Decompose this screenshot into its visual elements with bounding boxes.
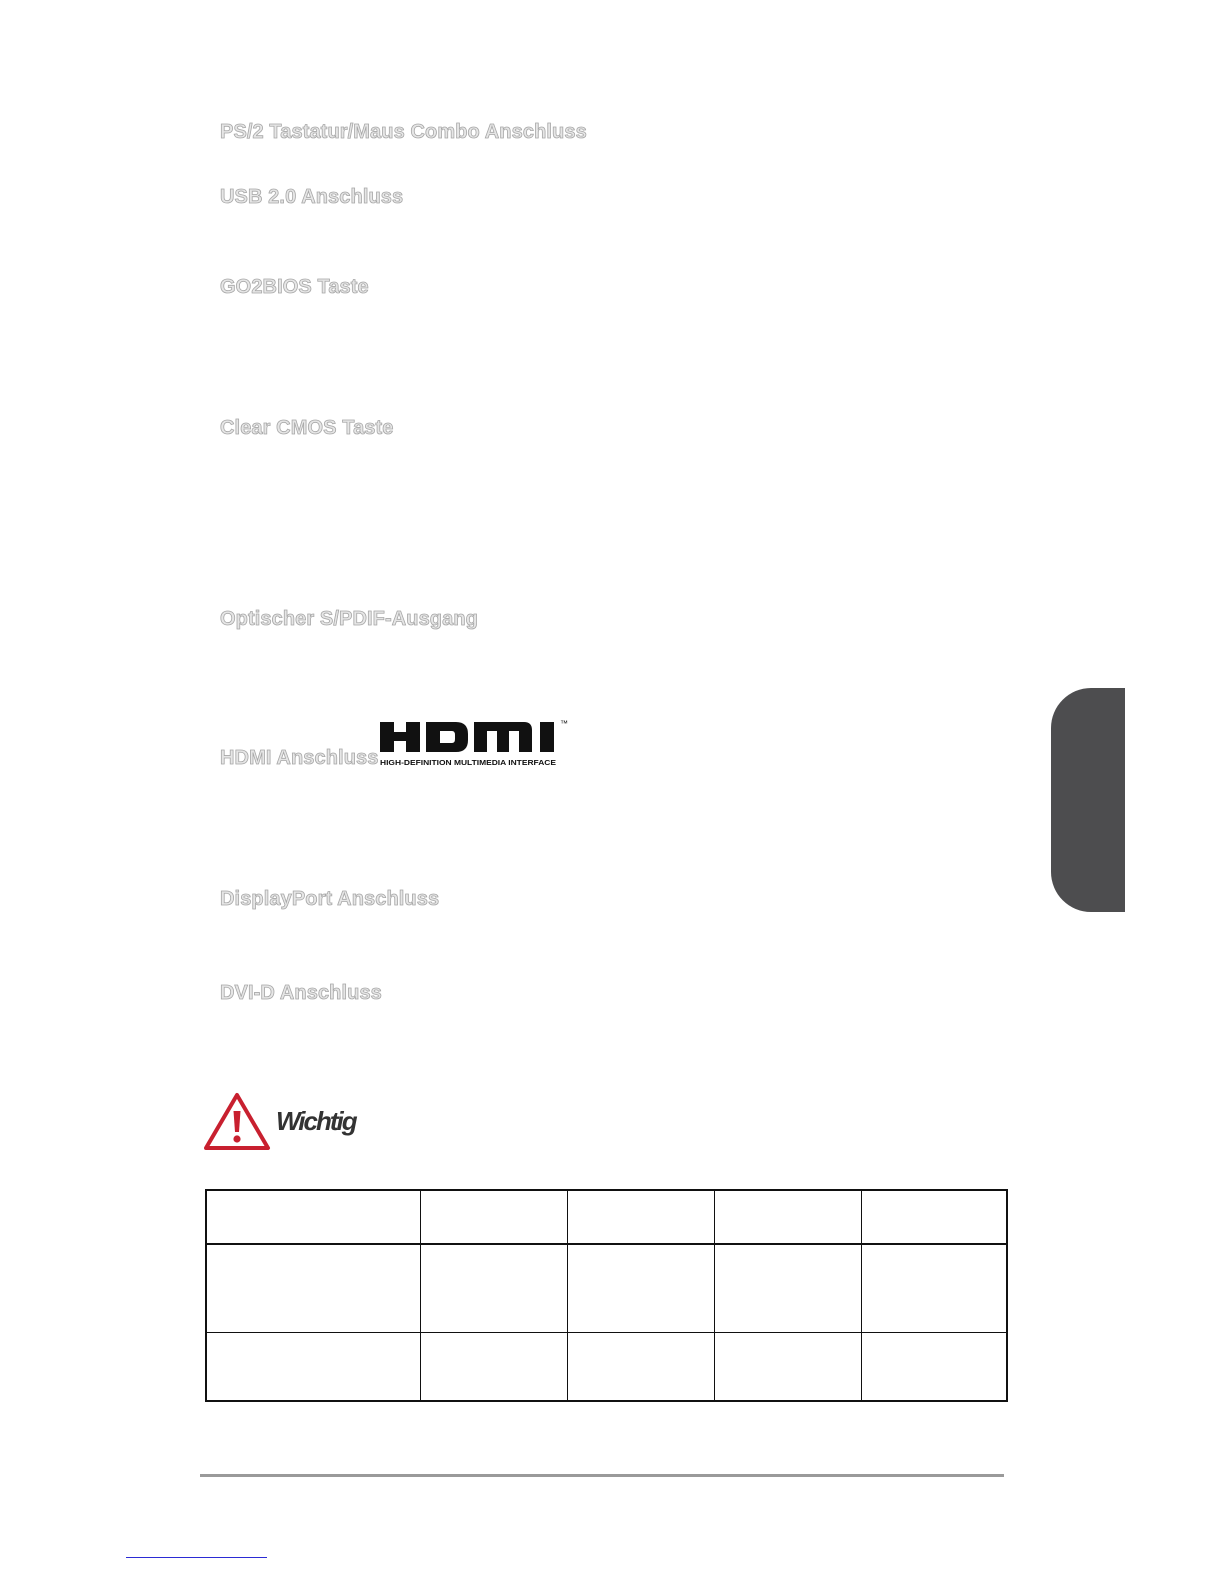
footer-divider (200, 1474, 1004, 1477)
table-header-row (206, 1190, 1007, 1244)
warning-triangle-icon (203, 1091, 271, 1151)
heading-go2bios-button: GO2BIOS Taste (220, 276, 369, 298)
bottom-link-underline[interactable] (126, 1557, 267, 1558)
table-cell (206, 1190, 420, 1244)
table-cell (567, 1332, 714, 1401)
table-cell (420, 1332, 567, 1401)
important-label: Wichtig (276, 1106, 356, 1136)
heading-displayport: DisplayPort Anschluss (220, 888, 440, 910)
table-cell (420, 1190, 567, 1244)
table-cell (206, 1244, 420, 1332)
hdmi-trademark: ™ (560, 719, 568, 728)
hdmi-logo (378, 717, 574, 769)
table-cell (861, 1190, 1007, 1244)
heading-ps2-port: PS/2 Tastatur/Maus Combo Anschluss (220, 121, 587, 143)
table-cell (861, 1332, 1007, 1401)
heading-dvi-port: DVI-D Anschluss (220, 982, 382, 1004)
table-cell (714, 1244, 861, 1332)
heading-usb-port: USB 2.0 Anschluss (220, 186, 404, 208)
table-cell (567, 1244, 714, 1332)
heading-clear-cmos-button: Clear CMOS Taste (220, 417, 394, 439)
info-table (205, 1189, 1008, 1402)
chapter-side-tab (1051, 688, 1125, 912)
heading-hdmi-port: HDMI Anschluss (220, 747, 379, 769)
table-cell (567, 1190, 714, 1244)
table-cell (206, 1332, 420, 1401)
heading-spdif-out: Optischer S/PDIF-Ausgang (220, 608, 478, 630)
hdmi-tagline: HIGH-DEFINITION MULTIMEDIA INTERFACE (380, 759, 557, 767)
table-cell (861, 1244, 1007, 1332)
table-row (206, 1244, 1007, 1332)
table-cell (714, 1332, 861, 1401)
table-cell (714, 1190, 861, 1244)
table-cell (420, 1244, 567, 1332)
table-row (206, 1332, 1007, 1401)
